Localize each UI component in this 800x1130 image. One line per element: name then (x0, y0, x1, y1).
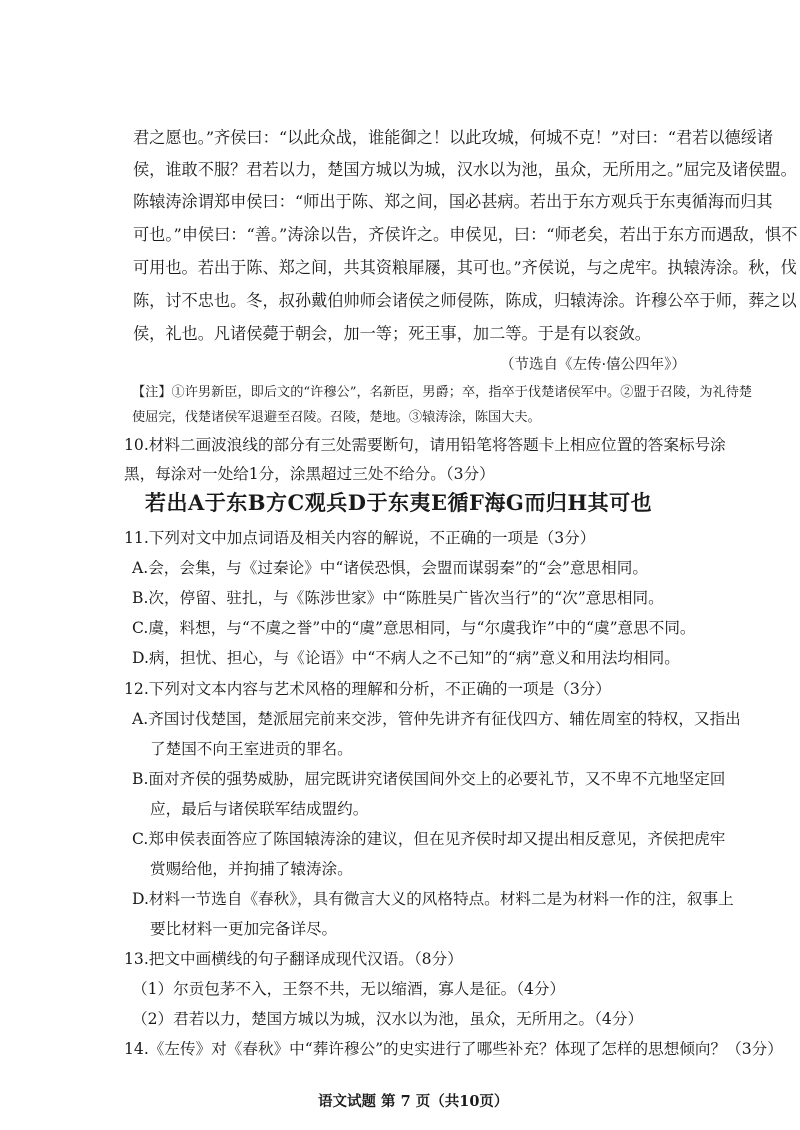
question-11-option: D.病，担忧、担心，与《论语》中“不病人之不己知”的“病”意义和用法均相同。 (132, 649, 680, 667)
passage-line: 陈辕涛涂谓郑申侯曰：“师出于陈、郑之间，国必甚病。若出于东方观兵于东夷循海而归其 (133, 192, 773, 211)
question-13-stem: 13.把文中画横线的句子翻译成现代汉语。（8分） (124, 950, 463, 968)
question-11-stem: 11.下列对文中加点词语及相关内容的解说，不正确的一项是（3分） (124, 529, 596, 547)
annotation-note-line: 【注】①许男新臣，即后文的“许穆公”，名新臣，男爵；卒，指卒于伐楚诸侯军中。②盟于召陵，为礼待楚 (132, 385, 753, 400)
question-12-option: 要比材料一更加完备详尽。 (150, 920, 338, 938)
annotation-note-line: 使屈完，伐楚诸侯军退避至召陵。召陵，楚地。③辕涛涂，陈国大夫。 (132, 410, 541, 425)
passage-line: 可用也。若出于陈、郑之间，共其资粮屝屦，其可也。”齐侯说，与之虎牢。执辕涛涂。秋，伐 (133, 258, 797, 277)
passage-line: 侯，礼也。凡诸侯薨于朝会，加一等；死王事，加二等。于是有以衮敛。 (133, 324, 651, 343)
question-12-option: B.面对齐侯的强势威胁，屈完既讲究诸侯国间外交上的必要礼节，又不卑不亢地坚定回 (132, 770, 726, 788)
question-11-option: B.次，停留、驻扎，与《陈涉世家》中“陈胜吴广皆次当行”的“次”意思相同。 (132, 589, 664, 607)
question-10-stem: 黑，每涂对一处给1分，涂黑超过三处不给分。（3分） (124, 465, 495, 483)
question-12-option: D.材料一节选自《春秋》，具有微言大义的风格特点。材料二是为材料一作的注，叙事上 (132, 890, 734, 908)
passage-line: 侯，谁敢不服？君若以力，楚国方城以为城，汉水以为池，虽众，无所用之。”屈完及诸侯盟。 (133, 160, 797, 179)
question-12-option: C.郑申侯表面答应了陈国辕涛涂的建议，但在见齐侯时却又提出相反意见，齐侯把虎牢 (132, 830, 726, 848)
question-11-option: C.虞，料想，与“不虞之誉”中的“虞”意思相同，与“尔虞我诈”中的“虞”意思不同。 (132, 619, 696, 637)
passage-line: 可也。”申侯曰：“善。”涛涂以告，齐侯许之。申侯见，曰：“师老矣，若出于东方而遇敌，惧不 (133, 225, 798, 244)
question-12-option: 赏赐给他，并拘捕了辕涛涂。 (150, 860, 353, 878)
question-13-item: （1）尔贡包茅不入，王祭不共，无以缩酒，寡人是征。（4分） (132, 980, 566, 998)
question-14-stem: 14.《左传》对《春秋》中“葬许穆公”的史实进行了哪些补充？体现了怎样的思想倾向？（3分） (124, 1040, 783, 1058)
question-12-stem: 12.下列对文本内容与艺术风格的理解和分析，不正确的一项是（3分） (124, 680, 611, 698)
question-11-option: A.会，会集，与《过秦论》中“诸侯恐惧，会盟而谋弱秦”的“会”意思相同。 (132, 559, 648, 577)
question-10-stem: 10.材料二画波浪线的部分有三处需要断句，请用铅笔将答题卡上相应位置的答案标号涂 (124, 436, 726, 454)
question-12-option: A.齐国讨伐楚国，楚派屈完前来交涉，管仲先讲齐有征伐四方、辅佐周室的特权，又指出 (132, 710, 741, 728)
question-12-option: 应，最后与诸侯联军结成盟约。 (150, 800, 369, 818)
question-13-item: （2）君若以力，楚国方城以为城，汉水以为池，虽众，无所用之。（4分） (132, 1010, 644, 1028)
passage-line: 陈，讨不忠也。冬，叔孙戴伯帅师会诸侯之师侵陈，陈成，归辕涛涂。许穆公卒于师，葬之以 (133, 291, 797, 310)
passage-source: （节选自《左传·僖公四年》） (500, 357, 686, 373)
question-12-option: 了楚国不向王室进贡的罪名。 (150, 740, 353, 758)
question-10-sentence: 若出A于东B方C观兵D于东夷E循F海G而归H其可也 (145, 490, 653, 515)
page-footer: 语文试题 第 7 页（共10页） (318, 1093, 509, 1110)
passage-line: 君之愿也。”齐侯曰：“以此众战，谁能御之！以此攻城，何城不克！”对曰：“君若以德绥诸 (133, 128, 774, 147)
